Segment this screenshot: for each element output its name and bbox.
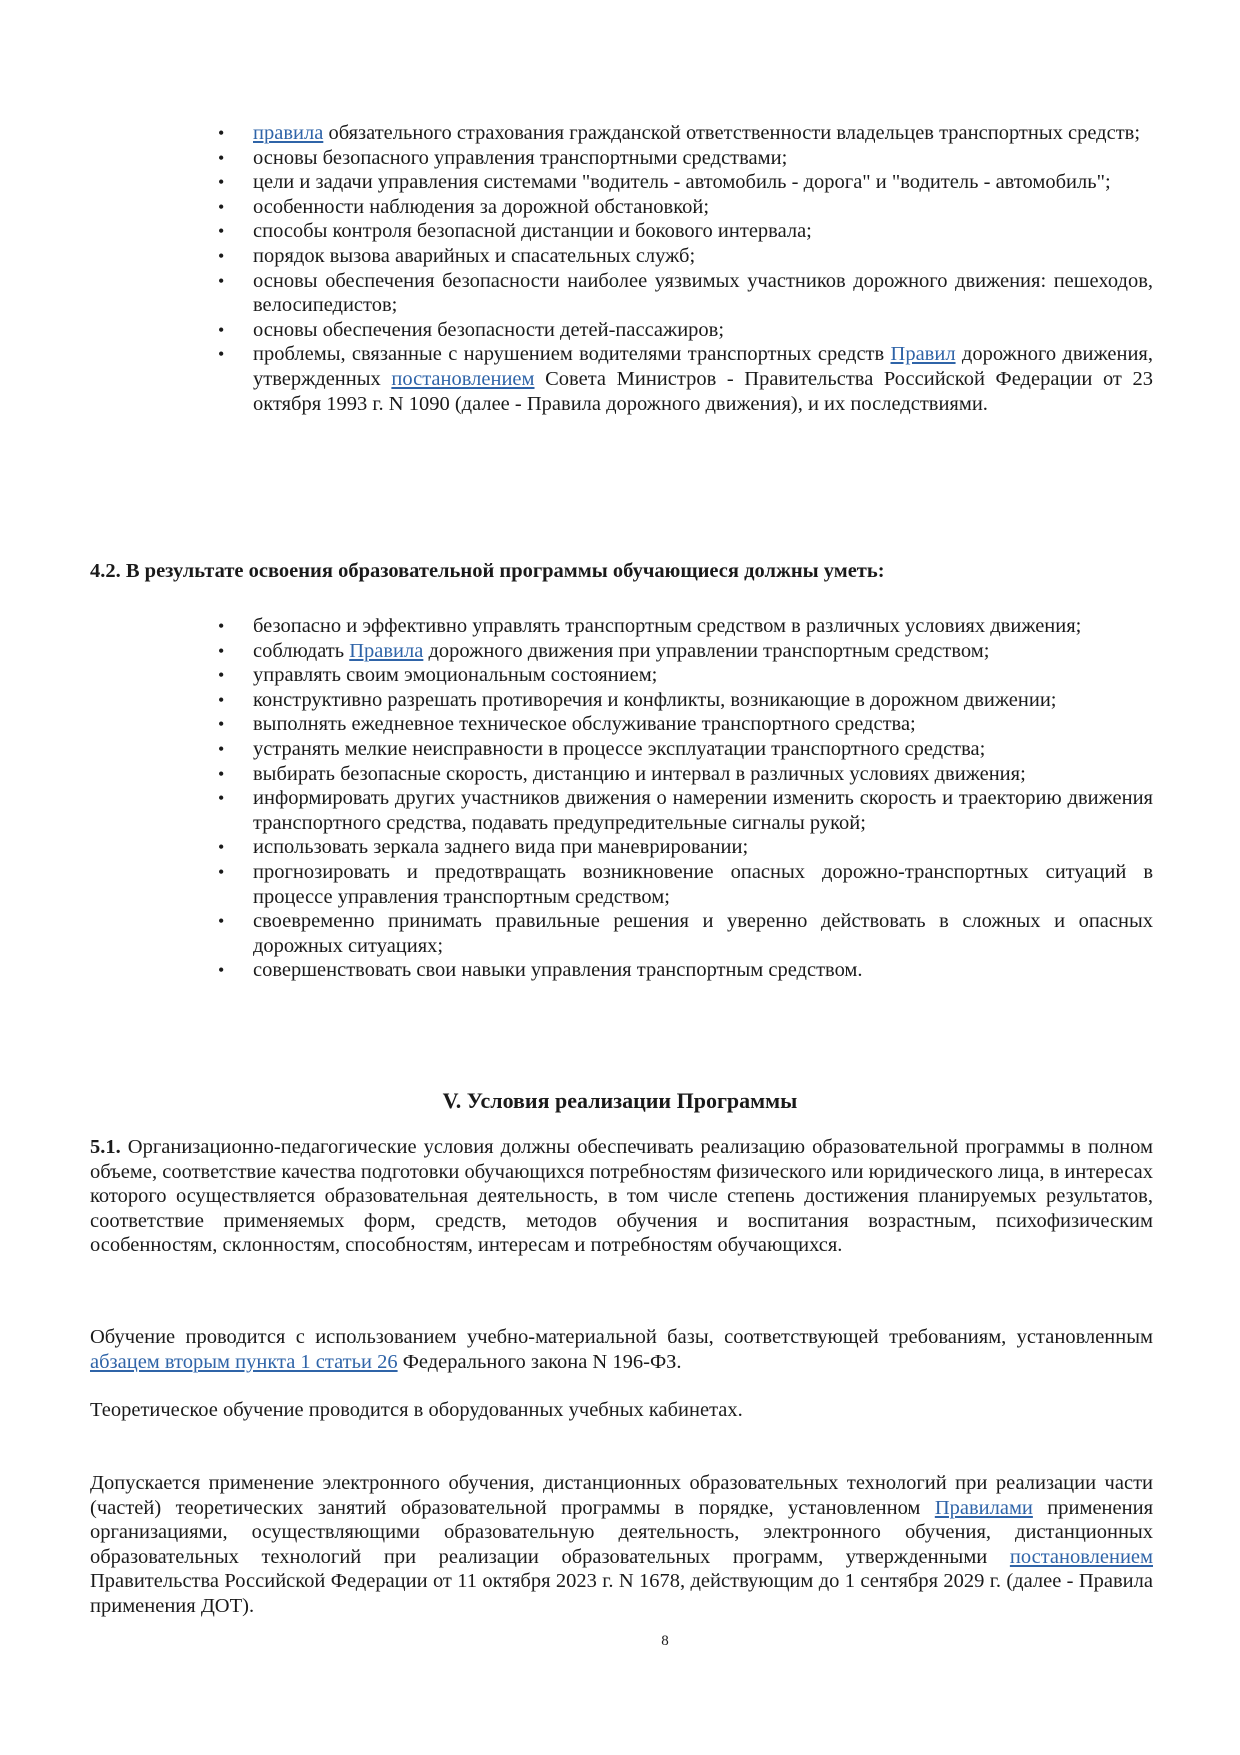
bullet-icon: • <box>218 665 225 686</box>
bullet-icon: • <box>218 861 225 882</box>
bullet-icon: • <box>218 714 225 735</box>
skills-list <box>218 614 1153 983</box>
knowledge-list <box>218 121 1153 416</box>
bullet-icon: • <box>218 172 225 193</box>
rules-link[interactable]: Правилами <box>934 1496 1033 1519</box>
bullet-icon: • <box>218 763 225 784</box>
bullet-icon: • <box>218 616 225 636</box>
page-number: 8 <box>661 1633 669 1649</box>
list-item: • выполнять ежедневное техническое обслуживание транспортного средства; <box>218 713 916 736</box>
list-item: • выбирать безопасные скорость, дистанцию и интервал в различных условиях движения; <box>218 762 1026 785</box>
bullet-icon: • <box>218 738 225 759</box>
paragraph-material-base: Обучение проводится с использованием учебно-материальной базы, соответствующей требованиям, установленным абзацем вторым пункта 1 статьи 26 Федерального закона N 196-ФЗ. <box>90 1326 1153 1373</box>
rules-link[interactable]: правила <box>253 122 324 144</box>
traffic-rules-link[interactable]: Правила <box>349 639 424 662</box>
law-article-link[interactable]: абзацем вторым пункта 1 статьи 26 <box>90 1350 398 1373</box>
bullet-icon: • <box>218 196 225 217</box>
section-title: V. Условия реализации Программы <box>442 1088 798 1113</box>
list-item: • основы безопасного управления транспортными средствами; <box>218 146 788 169</box>
bullet-icon: • <box>218 319 225 340</box>
bullet-icon: • <box>218 221 225 242</box>
bullet-icon: • <box>218 147 225 168</box>
resolution-link[interactable]: постановлением <box>391 367 535 390</box>
list-item: • цели и задачи управления системами "водитель - автомобиль - дорога" и "водитель - автомобиль"; <box>218 171 1111 194</box>
list-item: • управлять своим эмоциональным состоянием; <box>218 664 658 687</box>
list-item: • конструктивно разрешать противоречия и конфликты, возникающие в дорожном движении; <box>218 688 1057 711</box>
list-item: • устранять мелкие неисправности в процессе эксплуатации транспортного средства; <box>218 737 986 760</box>
list-item: • основы обеспечения безопасности детей-пассажиров; <box>218 318 725 341</box>
list-item: • особенности наблюдения за дорожной обстановкой; <box>218 195 710 218</box>
list-item: • проблемы, связанные с нарушением водителями транспортных средств Правил дорожного движения, утвержденных постановлением Совета Министров - Правительства Российской Федерации от 23 октября 1993 г. N 1090 (далее - Правила дорожного движения), и их последствиями. <box>218 343 1153 415</box>
bullet-icon: • <box>218 245 225 266</box>
bullet-icon: • <box>218 689 225 710</box>
bullet-icon: • <box>218 911 225 932</box>
bullet-icon: • <box>218 270 225 291</box>
list-item: • своевременно принимать правильные решения и уверенно действовать в сложных и опасных дорожных ситуациях; <box>218 910 1153 957</box>
resolution-link[interactable]: постановлением <box>1009 1545 1153 1568</box>
clause-number: 5.1. <box>90 1136 121 1158</box>
bullet-icon: • <box>218 960 225 981</box>
list-item: • соблюдать Правила дорожного движения при управлении транспортным средством; <box>218 639 990 662</box>
list-item: • безопасно и эффективно управлять транспортным средством в различных условиях движения; <box>218 615 1082 637</box>
list-item: • использовать зеркала заднего вида при маневрировании; <box>218 836 749 859</box>
list-item: • информировать других участников движения о намерении изменить скорость и траекторию движения транспортного средства, подавать предупредительные сигналы рукой; <box>218 787 1153 834</box>
bullet-icon: • <box>218 123 225 143</box>
list-item: • правила обязательного страхования гражданской ответственности владельцев транспортных средств; <box>218 122 1141 144</box>
traffic-rules-link[interactable]: Правил <box>890 343 956 366</box>
section-4-2-heading: 4.2. В результате освоения образовательной программы обучающиеся должны уметь: <box>90 560 885 582</box>
list-item: • способы контроля безопасной дистанции и бокового интервала; <box>218 220 812 243</box>
paragraph-theory: Теоретическое обучение проводится в оборудованных учебных кабинетах. <box>90 1399 743 1421</box>
paragraph-distance-learning: Допускается применение электронного обучения, дистанционных образовательных технологий при реализации части (частей) теоретических занятий образовательной программы в порядке, установленном Правилами применения организациями, осуществляющими образовательную деятельность, электронного обучения, дистанционных образовательных технологий при реализации образовательных программ, утвержденными постановлением Правительства Российской Федерации от 11 октября 2023 г. N 1678, действующим до 1 сентября 2029 г. (далее - Правила применения ДОТ). <box>90 1472 1153 1617</box>
paragraph-5-1: 5.1. Организационно-педагогические условия должны обеспечивать реализацию образовательной программы в полном объеме, соответствие качества подготовки обучающихся потребностям физического или юридического лица, в интересах которого осуществляется образовательная деятельность, в том числе степень достижения планируемых результатов, соответствие применяемых форм, средств, методов обучения и воспитания возрастным, психофизическим особенностям, склонностям, способностям, интересам и потребностям обучающихся. <box>90 1136 1153 1257</box>
bullet-icon: • <box>218 837 225 858</box>
bullet-icon: • <box>218 640 225 661</box>
list-item: • прогнозировать и предотвращать возникновение опасных дорожно-транспортных ситуаций в процессе управления транспортным средством; <box>218 860 1153 908</box>
list-item: • основы обеспечения безопасности наиболее уязвимых участников дорожного движения: пешеходов, велосипедистов; <box>218 269 1153 317</box>
list-item: • совершенствовать свои навыки управления транспортным средством. <box>218 959 863 982</box>
bullet-icon: • <box>218 344 225 365</box>
list-item: • порядок вызова аварийных и спасательных служб; <box>218 244 696 267</box>
bullet-icon: • <box>218 788 225 809</box>
